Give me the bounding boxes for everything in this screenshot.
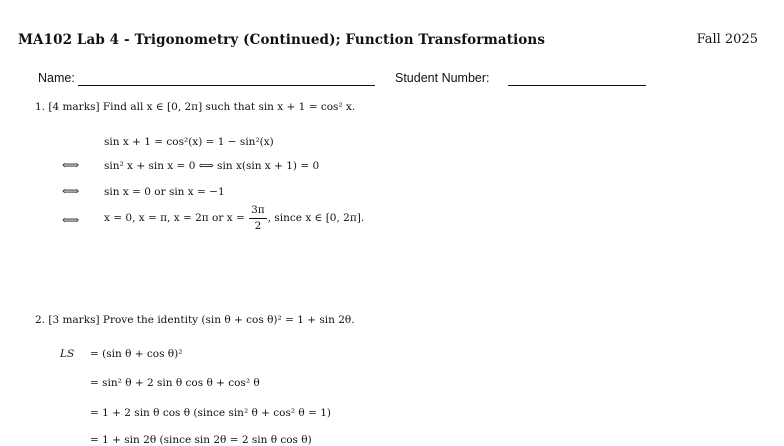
student-number-label: Student Number: xyxy=(395,71,490,85)
equivalence-symbol: ⟺ xyxy=(62,158,80,172)
q2-step-3: = 1 + 2 sin θ cos θ (since sin² θ + cos² θ = 1) xyxy=(90,407,331,419)
question-1-prompt: 1. [4 marks] Find all x ∈ [0, 2π] such that sin x + 1 = cos² x. xyxy=(35,101,356,113)
q1-step-3: sin x = 0 or sin x = −1 xyxy=(104,186,225,198)
q2-step-2: = sin² θ + 2 sin θ cos θ + cos² θ xyxy=(90,377,260,389)
q2-step-1: = (sin θ + cos θ)² xyxy=(90,348,183,360)
document-title: MA102 Lab 4 - Trigonometry (Continued); Function Transformations xyxy=(18,32,546,48)
fraction-denominator: 2 xyxy=(254,219,262,232)
equivalence-symbol: ⟺ xyxy=(62,184,80,198)
term-label: Fall 2025 xyxy=(696,32,758,47)
fraction-numerator: 3π xyxy=(249,205,267,219)
q1-step-2: sin² x + sin x = 0 ⟺ sin x(sin x + 1) = 0 xyxy=(104,160,320,172)
name-label: Name: xyxy=(38,71,75,85)
equivalence-symbol: ⟺ xyxy=(62,213,80,227)
q1-step-4-domain: , since x ∈ [0, 2π]. xyxy=(267,212,365,224)
q1-step-1: sin x + 1 = cos²(x) = 1 − sin²(x) xyxy=(104,136,274,148)
question-2-prompt: 2. [3 marks] Prove the identity (sin θ + cos θ)² = 1 + sin 2θ. xyxy=(35,314,355,326)
q1-step-4-text: x = 0, x = π, x = 2π or x = xyxy=(104,212,245,224)
name-line xyxy=(78,85,375,86)
fraction-three-pi-over-two xyxy=(249,205,267,231)
q1-step-4 xyxy=(104,205,364,231)
q2-step-4: = 1 + sin 2θ (since sin 2θ = 2 sin θ cos θ) xyxy=(90,434,312,446)
student-number-line xyxy=(508,85,646,86)
left-side-label: LS xyxy=(60,348,75,360)
